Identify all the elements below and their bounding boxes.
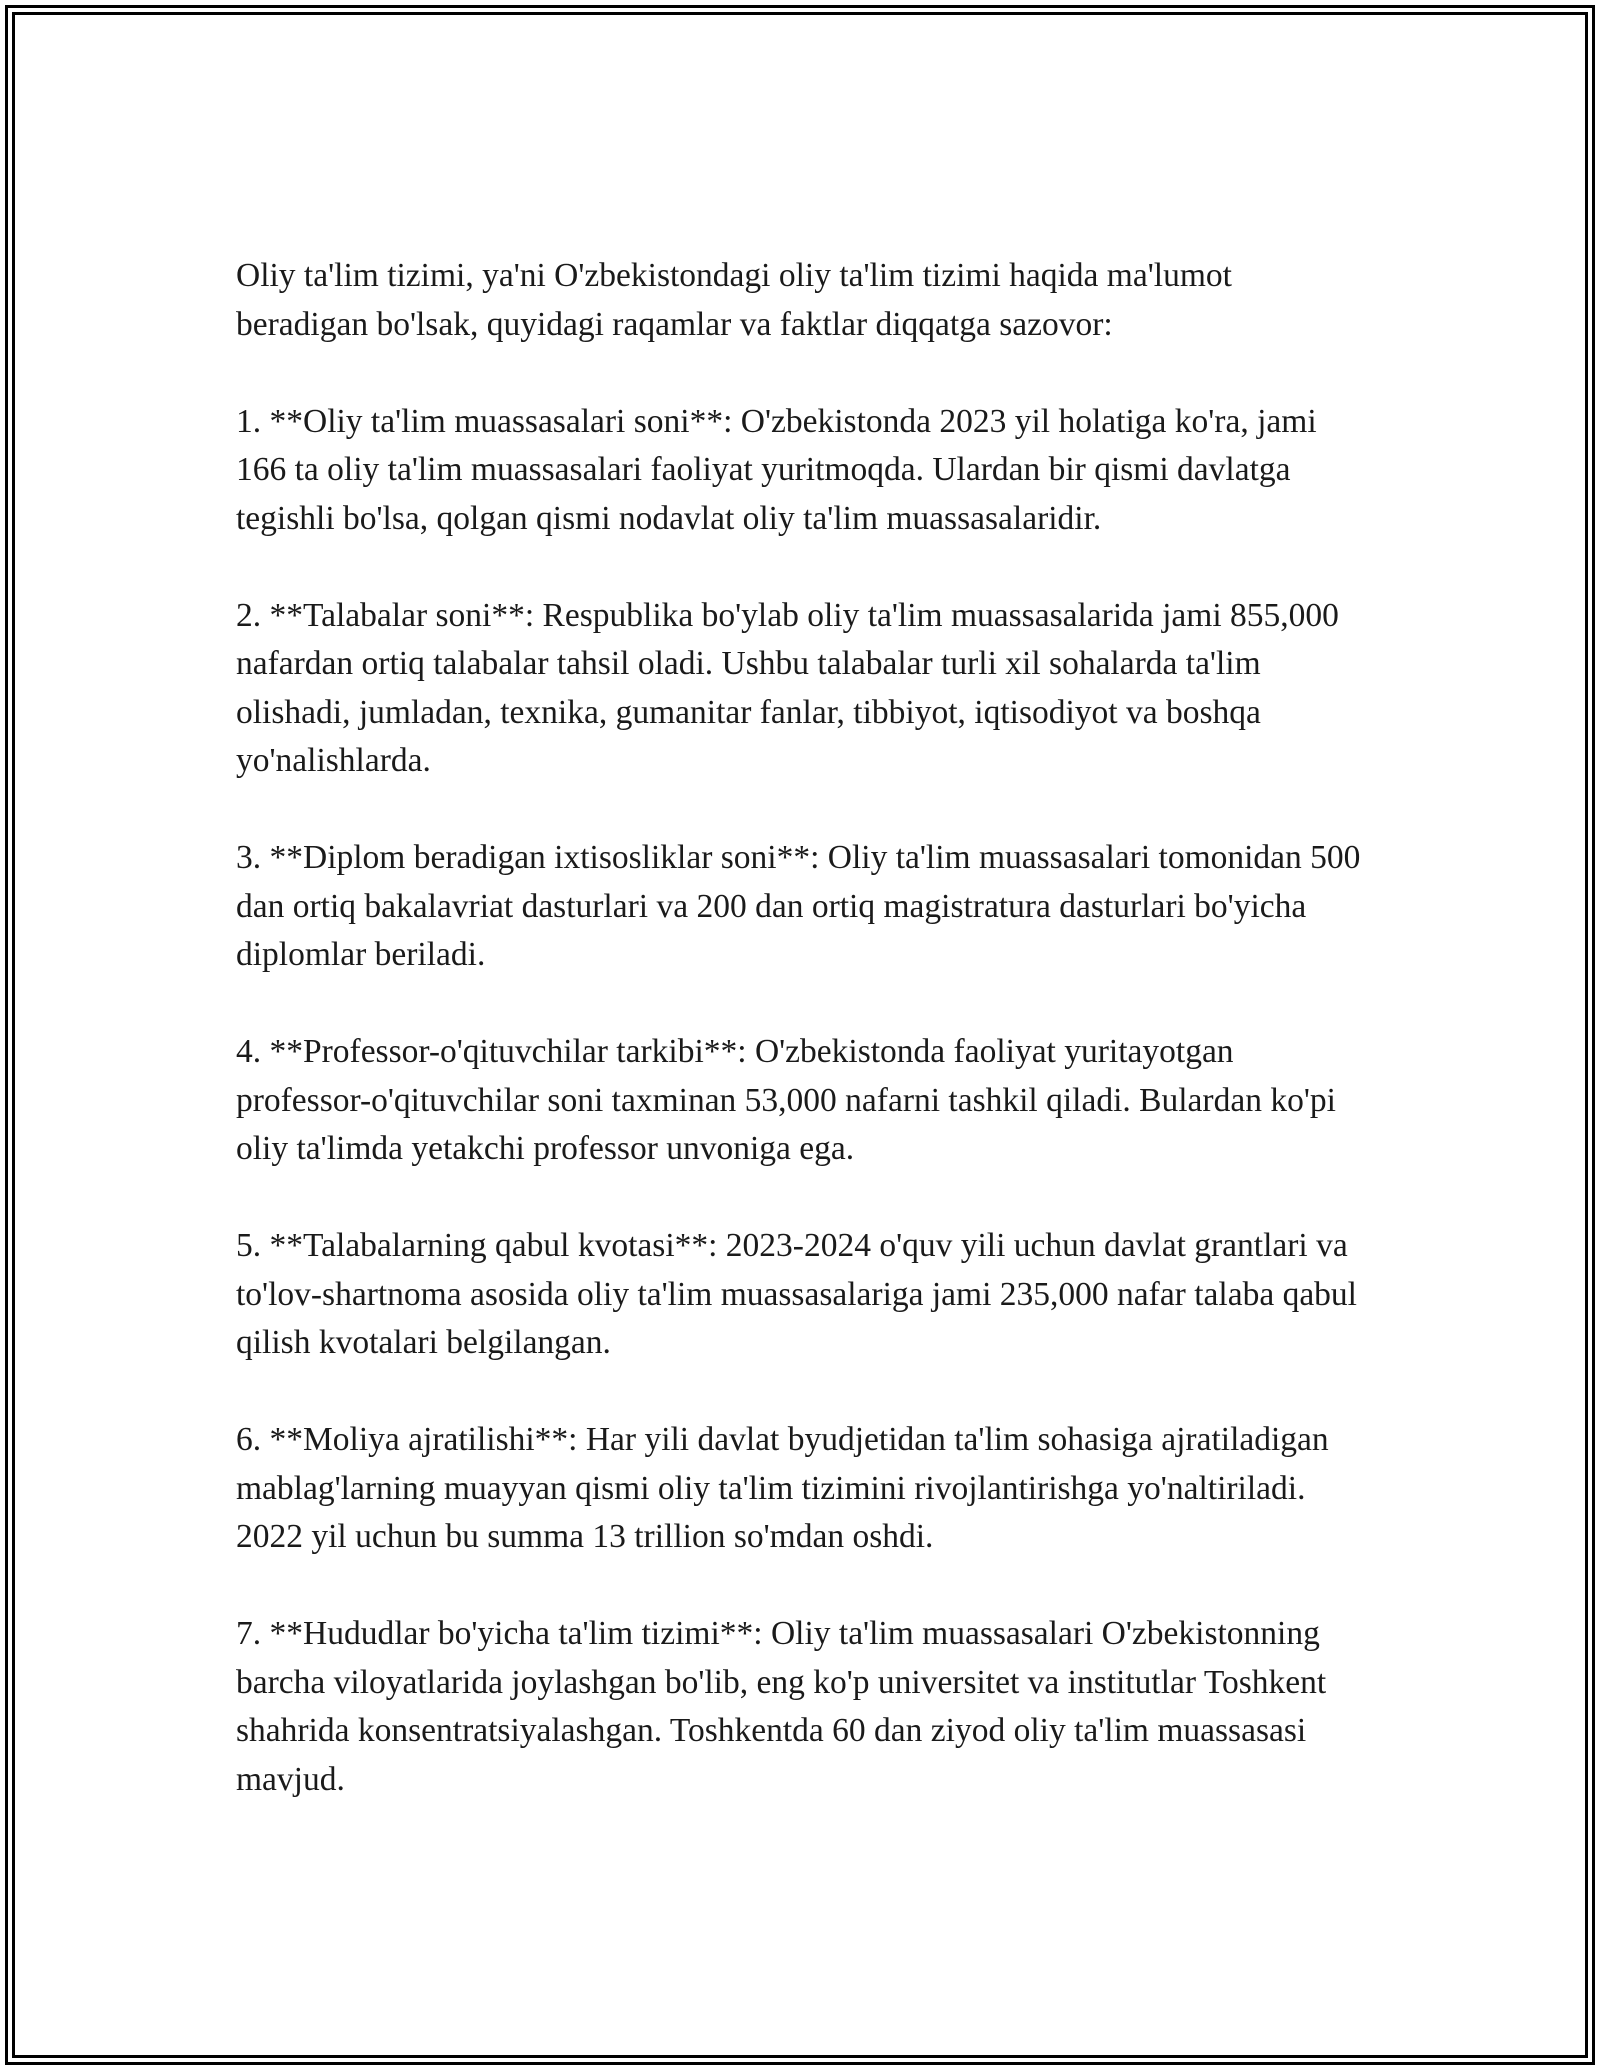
list-item: 2. **Talabalar soni**: Respublika bo'ylab oliy ta'lim muassasalarida jami 855,000 nafardan ortiq talabalar tahsil oladi. Ushbu talabalar turli xil sohalarda ta'lim olishadi, jumladan, texnika, gumanitar fanlar, tibbiyot, iqtisodiyot va boshqa yo'nalishlarda. xyxy=(236,596,1339,779)
list-item: 1. **Oliy ta'lim muassasalari soni**: O'zbekistonda 2023 yil holatiga ko'ra, jami 166 ta oliy ta'lim muassasalari faoliyat yuritmoqda. Ulardan bir qismi davlatga tegishli bo'lsa, qolgan qismi nodavlat oliy ta'lim muassasalaridir. xyxy=(236,402,1317,537)
intro-paragraph: Oliy ta'lim tizimi, ya'ni O'zbekistondagi oliy ta'lim tizimi haqida ma'lumot beradigan bo'lsak, quyidagi raqamlar va faktlar diqqatga sazovor: xyxy=(236,257,1232,343)
list-item: 4. **Professor-o'qituvchilar tarkibi**: O'zbekistonda faoliyat yuritayotgan professor-o'qituvchilar soni taxminan 53,000 nafarni tashkil qiladi. Bulardan ko'pi oliy ta'limda yetakchi professor unvoniga ega. xyxy=(236,1033,1336,1167)
list-item: 7. **Hududlar bo'yicha ta'lim tizimi**: Oliy ta'lim muassasalari O'zbekistonning barcha viloyatlarida joylashgan bo'lib, eng ko'p universitet va institutlar Toshkent shahrida konsentratsiyalashgan. Toshkentda 60 dan ziyod oliy ta'lim muassasasi mavjud. xyxy=(236,1615,1327,1798)
list-item: 3. **Diplom beradigan ixtisosliklar soni**: Oliy ta'lim muassasalari tomonidan 500 dan ortiq bakalavriat dasturlari va 200 dan ortiq magistratura dasturlari bo'yicha diplomlar beriladi. xyxy=(236,839,1361,973)
list-item: 5. **Talabalarning qabul kvotasi**: 2023-2024 o'quv yili uchun davlat grantlari va to'lov-shartnoma asosida oliy ta'lim muassasalariga jami 235,000 nafar talaba qabul qilish kvotalari belgilangan. xyxy=(236,1227,1357,1361)
list-item: 6. **Moliya ajratilishi**: Har yili davlat byudjetidan ta'lim sohasiga ajratiladigan mablag'larning muayyan qismi oliy ta'lim tizimini rivojlantirishga yo'naltiriladi. 2022 yil uchun bu summa 13 trillion so'mdan oshdi. xyxy=(236,1421,1329,1555)
document-body xyxy=(236,252,1366,1804)
